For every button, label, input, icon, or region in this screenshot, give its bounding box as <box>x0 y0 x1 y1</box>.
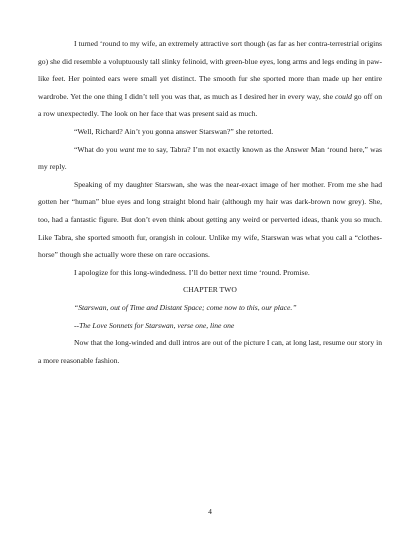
page-number: 4 <box>208 507 212 516</box>
paragraph-dialogue-tabra: “Well, Richard? Ain’t you gonna answer Starswan?” she retorted. <box>74 126 274 136</box>
paragraph-starswan-description: Speaking of my daughter Starswan, she was the near-exact image of her mother. From me she had gotten her “human” blue eyes and long straight blond hair (although my hair was dark-brown now grey). She, too, had a fantastic figure. But don’t even think about getting any weird or perverted ideas, thank you so much. Like Tabra, she sported smooth fur, orangish in colour. Unlike my wife, Starswan was what you call a “clothes-horse” though she actually wore these on rare occasions. <box>38 179 382 260</box>
epigraph-attribution: --The Love Sonnets for Starswan, verse one, line one <box>74 320 235 330</box>
emphasis-could: could <box>335 91 352 101</box>
paragraph-resume-story: Now that the long-winded and dull intros are out of the picture I can, at long last, resume our story in a more reasonable fashion. <box>38 338 382 365</box>
emphasis-want: want <box>119 144 135 154</box>
epigraph-source: The Love Sonnets for Starswan, verse one, line one <box>79 320 235 330</box>
paragraph-wife-description: I turned ‘round to my wife, an extremely attractive sort though (as far as her contra-terrestrial origins go) she did resemble a voluptuously tall slinky felinoid, with green-blue eyes, long arms and legs ending in paw-like feet. Her pointed ears were small yet distinct. The smooth fur she sported more than made up her entire wardrobe. Yet the one thing I didn’t tell you was that, as much as I desired her in every way, she could go off on a row unexpectedly. The look on her face that was present said as much. <box>38 39 382 119</box>
chapter-heading: CHAPTER TWO <box>183 285 237 295</box>
paragraph-dialogue-reply: “What do you want me to say, Tabra? I’m not exactly known as the Answer Man ‘round here,” was my reply. <box>38 144 382 172</box>
paragraph-apology: I apologize for this long-windedness. I’ll do better next time ‘round. Promise. <box>74 267 310 277</box>
body-text <box>38 35 382 369</box>
epigraph-quote: “Starswan, out of Time and Distant Space; come now to this, our place.” <box>74 302 297 312</box>
